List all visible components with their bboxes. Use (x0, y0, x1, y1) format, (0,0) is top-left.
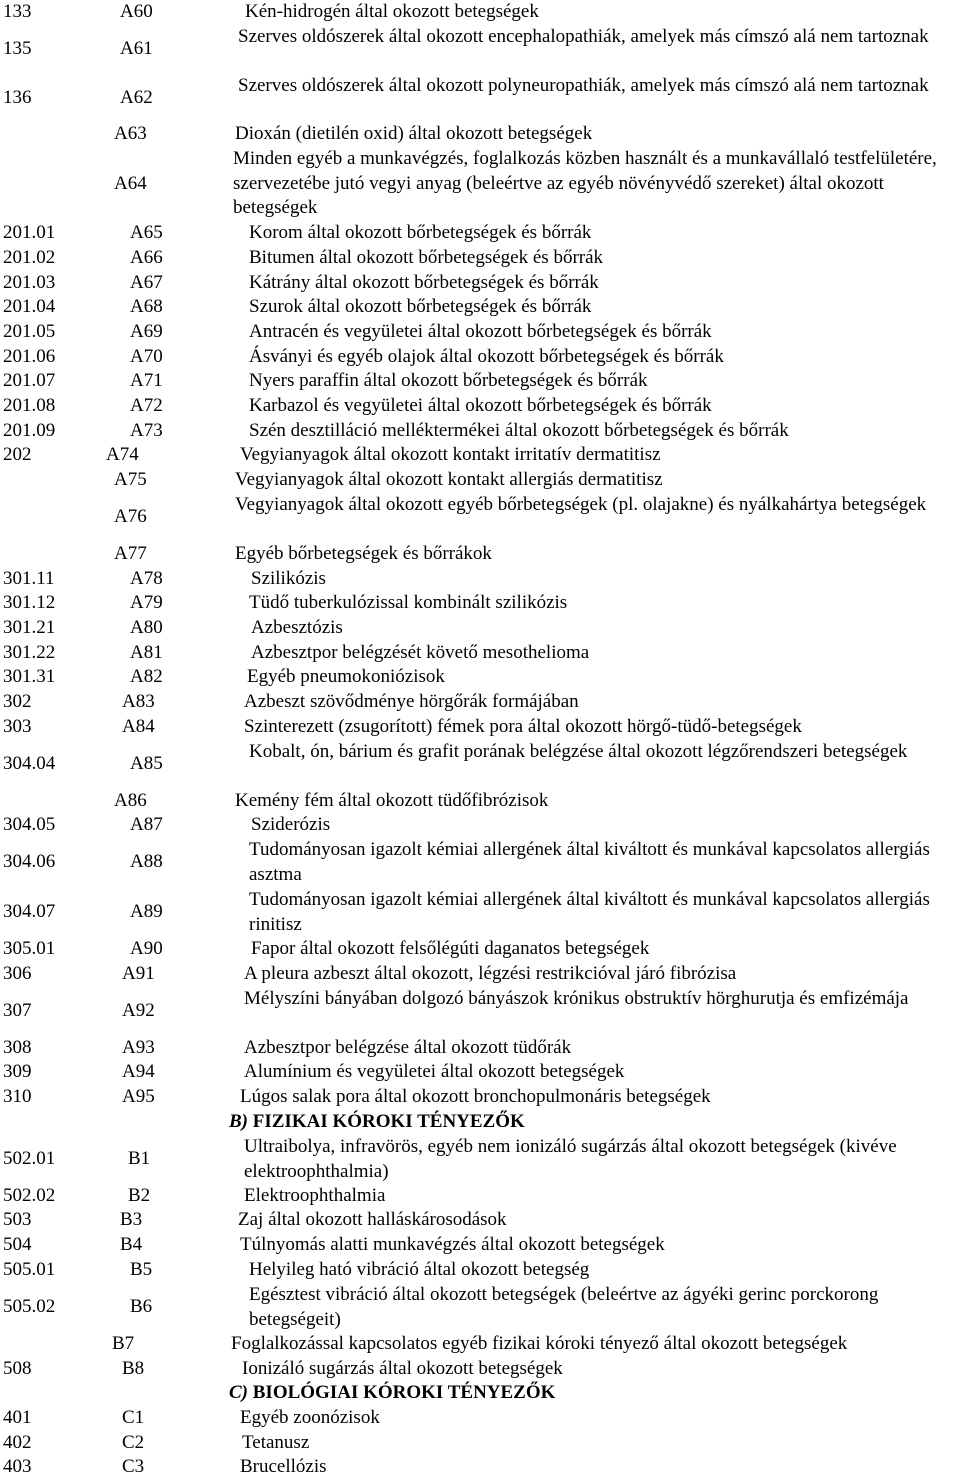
disease-description: Azbesztpor belégzését követő mesothelioma (251, 642, 590, 663)
disease-description: Antracén és vegyületei által okozott bőrbetegségek és bőrrák (249, 321, 712, 342)
disease-code: 301.11 (3, 568, 55, 589)
table-row (0, 122, 960, 147)
disease-description: Ultraibolya, infravörös, egyéb nem ionizáló sugárzás által okozott betegségek (kivéve elektroophthalmia) (244, 1136, 897, 1182)
disease-code: 304.06 (3, 851, 56, 873)
table-row (0, 1332, 960, 1357)
item-id: A68 (130, 296, 163, 317)
item-id: A93 (122, 1037, 155, 1058)
disease-description: Helyileg ható vibráció által okozott betegség (249, 1259, 590, 1280)
disease-description: Brucellózis (240, 1456, 327, 1477)
disease-description: A pleura azbeszt által okozott, légzési restrikcióval járó fibrózisa (244, 963, 737, 984)
disease-code: 301.22 (3, 642, 56, 663)
section-heading-row (0, 1381, 960, 1406)
item-id: A77 (114, 543, 147, 564)
item-id: B5 (130, 1259, 153, 1280)
item-id: B7 (112, 1333, 135, 1354)
item-id: A82 (130, 666, 163, 687)
disease-code: 202 (3, 444, 32, 465)
table-row (0, 1455, 960, 1480)
disease-code: 403 (3, 1456, 32, 1477)
item-id: A86 (114, 790, 147, 811)
table-row (0, 0, 960, 25)
table-row (0, 369, 960, 394)
table-row (0, 641, 960, 666)
table-row (0, 987, 960, 1036)
table-row (0, 1233, 960, 1258)
item-id: A72 (130, 395, 163, 416)
disease-code: 135 (3, 38, 32, 60)
disease-code: 201.01 (3, 222, 56, 243)
table-row (0, 246, 960, 271)
disease-description: Vegyianyagok által okozott kontakt allergiás dermatitisz (235, 469, 663, 490)
disease-description: Azbesztpor belégzése által okozott tüdőrák (244, 1037, 572, 1058)
item-id: A70 (130, 346, 163, 367)
table-row (0, 221, 960, 246)
section-heading (229, 1381, 555, 1406)
table-row (0, 1431, 960, 1456)
disease-description: Kén-hidrogén által okozott betegségek (245, 1, 539, 22)
disease-code: 310 (3, 1086, 32, 1107)
table-row (0, 962, 960, 987)
section-heading-title: BIOLÓGIAI KÓROKI TÉNYEZŐK (248, 1382, 556, 1403)
section-heading-prefix: B) (229, 1111, 248, 1132)
table-row (0, 1036, 960, 1061)
disease-description: Egyéb pneumokoniózisok (247, 666, 445, 687)
table-row (0, 345, 960, 370)
disease-description: Szerves oldószerek által okozott polyneuropathiák, amelyek más címszó alá nem tartoznak (238, 75, 929, 96)
disease-description: Mélyszíni bányában dolgozó bányászok krónikus obstruktív hörghurutja és emfizémája (244, 988, 909, 1009)
item-id: A64 (114, 172, 147, 194)
disease-code: 304.04 (3, 753, 56, 775)
disease-code: 301.31 (3, 666, 56, 687)
table-row (0, 419, 960, 444)
table-row (0, 1357, 960, 1382)
item-id: A83 (122, 691, 155, 712)
table-row (0, 740, 960, 789)
table-row (0, 690, 960, 715)
disease-description: Azbesztózis (251, 617, 343, 638)
item-id: A78 (130, 568, 163, 589)
item-id: B6 (130, 1296, 153, 1318)
table-row (0, 591, 960, 616)
item-id: A75 (114, 469, 147, 490)
table-row (0, 1258, 960, 1283)
disease-description: Tetanusz (242, 1432, 310, 1453)
disease-code: 502.02 (3, 1185, 56, 1206)
disease-description: Tudományosan igazolt kémiai allergének által kiváltott és munkával kapcsolatos allergiás asztma (249, 839, 930, 885)
disease-code: 307 (3, 1000, 32, 1022)
table-row (0, 295, 960, 320)
item-id: A63 (114, 123, 147, 144)
disease-description: Ionizáló sugárzás által okozott betegségek (242, 1358, 563, 1379)
item-id: A92 (122, 1000, 155, 1022)
disease-code: 504 (3, 1234, 32, 1255)
disease-code: 502.01 (3, 1148, 56, 1170)
disease-description: Azbeszt szövődménye hörgőrák formájában (244, 691, 579, 712)
table-row (0, 1085, 960, 1110)
disease-description: Foglalkozással kapcsolatos egyéb fizikai kóroki tényező által okozott betegségek (231, 1333, 848, 1354)
disease-description: Vegyianyagok által okozott egyéb bőrbetegségek (pl. olajakne) és nyálkahártya betegségek (235, 494, 927, 515)
disease-code: 505.01 (3, 1259, 56, 1280)
item-id: A95 (122, 1086, 155, 1107)
disease-code: 133 (3, 1, 32, 22)
item-id: A80 (130, 617, 163, 638)
table-row (0, 665, 960, 690)
disease-description: Lúgos salak pora által okozott bronchopulmonáris betegségek (240, 1086, 711, 1107)
section-heading-title: FIZIKAI KÓROKI TÉNYEZŐK (248, 1111, 525, 1132)
item-id: A87 (130, 814, 163, 835)
section-heading-row (0, 1110, 960, 1135)
disease-code: 503 (3, 1209, 32, 1230)
disease-description: Dioxán (dietilén oxid) által okozott betegségek (235, 123, 593, 144)
disease-description: Egésztest vibráció által okozott betegségek (beleértve az ágyéki gerinc porckorong betegségeit) (249, 1284, 879, 1330)
table-row (0, 838, 960, 887)
table-row (0, 1208, 960, 1233)
section-heading (229, 1110, 525, 1135)
disease-description: Bitumen által okozott bőrbetegségek és bőrrák (249, 247, 604, 268)
table-row (0, 1283, 960, 1332)
table-row (0, 715, 960, 740)
disease-code: 304.05 (3, 814, 56, 835)
disease-description: Szinterezett (zsugorított) fémek pora által okozott hörgő-tüdő-betegségek (244, 716, 802, 737)
item-id: B1 (128, 1148, 151, 1170)
disease-description: Kobalt, ón, bárium és grafit porának belégzése által okozott légzőrendszeri betegségek (249, 741, 908, 762)
disease-code: 402 (3, 1432, 32, 1453)
item-id: A69 (130, 321, 163, 342)
item-id: A65 (130, 222, 163, 243)
item-id: A76 (114, 506, 147, 528)
item-id: B2 (128, 1185, 151, 1206)
table-row (0, 394, 960, 419)
table-row (0, 271, 960, 296)
item-id: A85 (130, 753, 163, 775)
item-id: A90 (130, 938, 163, 959)
disease-description: Kemény fém által okozott tüdőfibrózisok (235, 790, 549, 811)
disease-description: Kátrány által okozott bőrbetegségek és bőrrák (249, 272, 599, 293)
disease-code: 305.01 (3, 938, 56, 959)
disease-code: 201.03 (3, 272, 56, 293)
disease-description: Szurok által okozott bőrbetegségek és bőrrák (249, 296, 592, 317)
disease-code: 201.05 (3, 321, 56, 342)
item-id: B8 (122, 1358, 145, 1379)
table-row (0, 74, 960, 123)
disease-description: Tüdő tuberkulózissal kombinált szilikózis (249, 592, 568, 613)
disease-description: Alumínium és vegyületei által okozott betegségek (244, 1061, 625, 1082)
disease-description: Egyéb bőrbetegségek és bőrrákok (235, 543, 492, 564)
item-id: B3 (120, 1209, 143, 1230)
table-row (0, 25, 960, 74)
table-row (0, 493, 960, 542)
disease-description: Túlnyomás alatti munkavégzés által okozott betegségek (240, 1234, 665, 1255)
disease-description: Tudományosan igazolt kémiai allergének által kiváltott és munkával kapcsolatos allergiás rinitisz (249, 889, 930, 935)
disease-description: Szilikózis (251, 568, 326, 589)
disease-description: Vegyianyagok által okozott kontakt irritatív dermatitisz (240, 444, 661, 465)
disease-description: Sziderózis (251, 814, 331, 835)
table-row (0, 1135, 960, 1184)
table-row (0, 616, 960, 641)
item-id: A71 (130, 370, 163, 391)
table-row (0, 813, 960, 838)
item-id: A88 (130, 851, 163, 873)
disease-code: 508 (3, 1358, 32, 1379)
table-row (0, 937, 960, 962)
item-id: A74 (106, 444, 139, 465)
table-row (0, 542, 960, 567)
disease-code: 302 (3, 691, 32, 712)
table-row (0, 443, 960, 468)
disease-code: 201.04 (3, 296, 56, 317)
item-id: A62 (120, 87, 153, 109)
item-id: B4 (120, 1234, 143, 1255)
table-row (0, 320, 960, 345)
disease-description: Szerves oldószerek által okozott encephalopathiák, amelyek más címszó alá nem tartoznak (238, 26, 929, 47)
item-id: A66 (130, 247, 163, 268)
disease-description: Ásványi és egyéb olajok által okozott bőrbetegségek és bőrrák (249, 346, 724, 367)
table-row (0, 1406, 960, 1431)
item-id: A79 (130, 592, 163, 613)
table-row (0, 888, 960, 937)
table-row (0, 1060, 960, 1085)
disease-description: Fapor által okozott felsőlégúti daganatos betegségek (251, 938, 650, 959)
item-id: A67 (130, 272, 163, 293)
item-id: A89 (130, 901, 163, 923)
disease-code: 201.09 (3, 420, 56, 441)
table-row (0, 468, 960, 493)
disease-description: Elektroophthalmia (244, 1185, 386, 1206)
disease-code: 308 (3, 1037, 32, 1058)
disease-code: 306 (3, 963, 32, 984)
item-id: A84 (122, 716, 155, 737)
item-id: C2 (122, 1432, 145, 1453)
disease-code: 301.12 (3, 592, 56, 613)
disease-code: 303 (3, 716, 32, 737)
item-id: A61 (120, 38, 153, 60)
disease-description: Karbazol és vegyületei által okozott bőrbetegségek és bőrrák (249, 395, 712, 416)
disease-code: 309 (3, 1061, 32, 1082)
disease-description: Korom által okozott bőrbetegségek és bőrrák (249, 222, 592, 243)
disease-code: 136 (3, 87, 32, 109)
item-id: C3 (122, 1456, 145, 1477)
disease-description: Minden egyéb a munkavégzés, foglalkozás közben használt és a munkavállaló testfelületére, szervezetébe jutó vegyi anyag (beleértve az egyéb növényvédő szereket) által okozott betegségek (233, 148, 937, 218)
section-heading-prefix: C) (229, 1382, 248, 1403)
table-row (0, 789, 960, 814)
disease-description: Zaj által okozott halláskárosodások (238, 1209, 507, 1230)
table-row (0, 147, 960, 221)
item-id: A60 (120, 1, 153, 22)
disease-code: 201.07 (3, 370, 56, 391)
disease-code: 401 (3, 1407, 32, 1428)
disease-code: 201.06 (3, 346, 56, 367)
table-row (0, 1184, 960, 1209)
item-id: A73 (130, 420, 163, 441)
disease-code: 201.02 (3, 247, 56, 268)
item-id: A91 (122, 963, 155, 984)
item-id: A81 (130, 642, 163, 663)
item-id: C1 (122, 1407, 145, 1428)
disease-description: Nyers paraffin által okozott bőrbetegségek és bőrrák (249, 370, 648, 391)
item-id: A94 (122, 1061, 155, 1082)
disease-code: 304.07 (3, 901, 56, 923)
disease-code: 505.02 (3, 1296, 56, 1318)
disease-description: Szén desztilláció melléktermékei által okozott bőrbetegségek és bőrrák (249, 420, 789, 441)
disease-code: 301.21 (3, 617, 56, 638)
table-row (0, 567, 960, 592)
disease-code: 201.08 (3, 395, 56, 416)
disease-description: Egyéb zoonózisok (240, 1407, 380, 1428)
